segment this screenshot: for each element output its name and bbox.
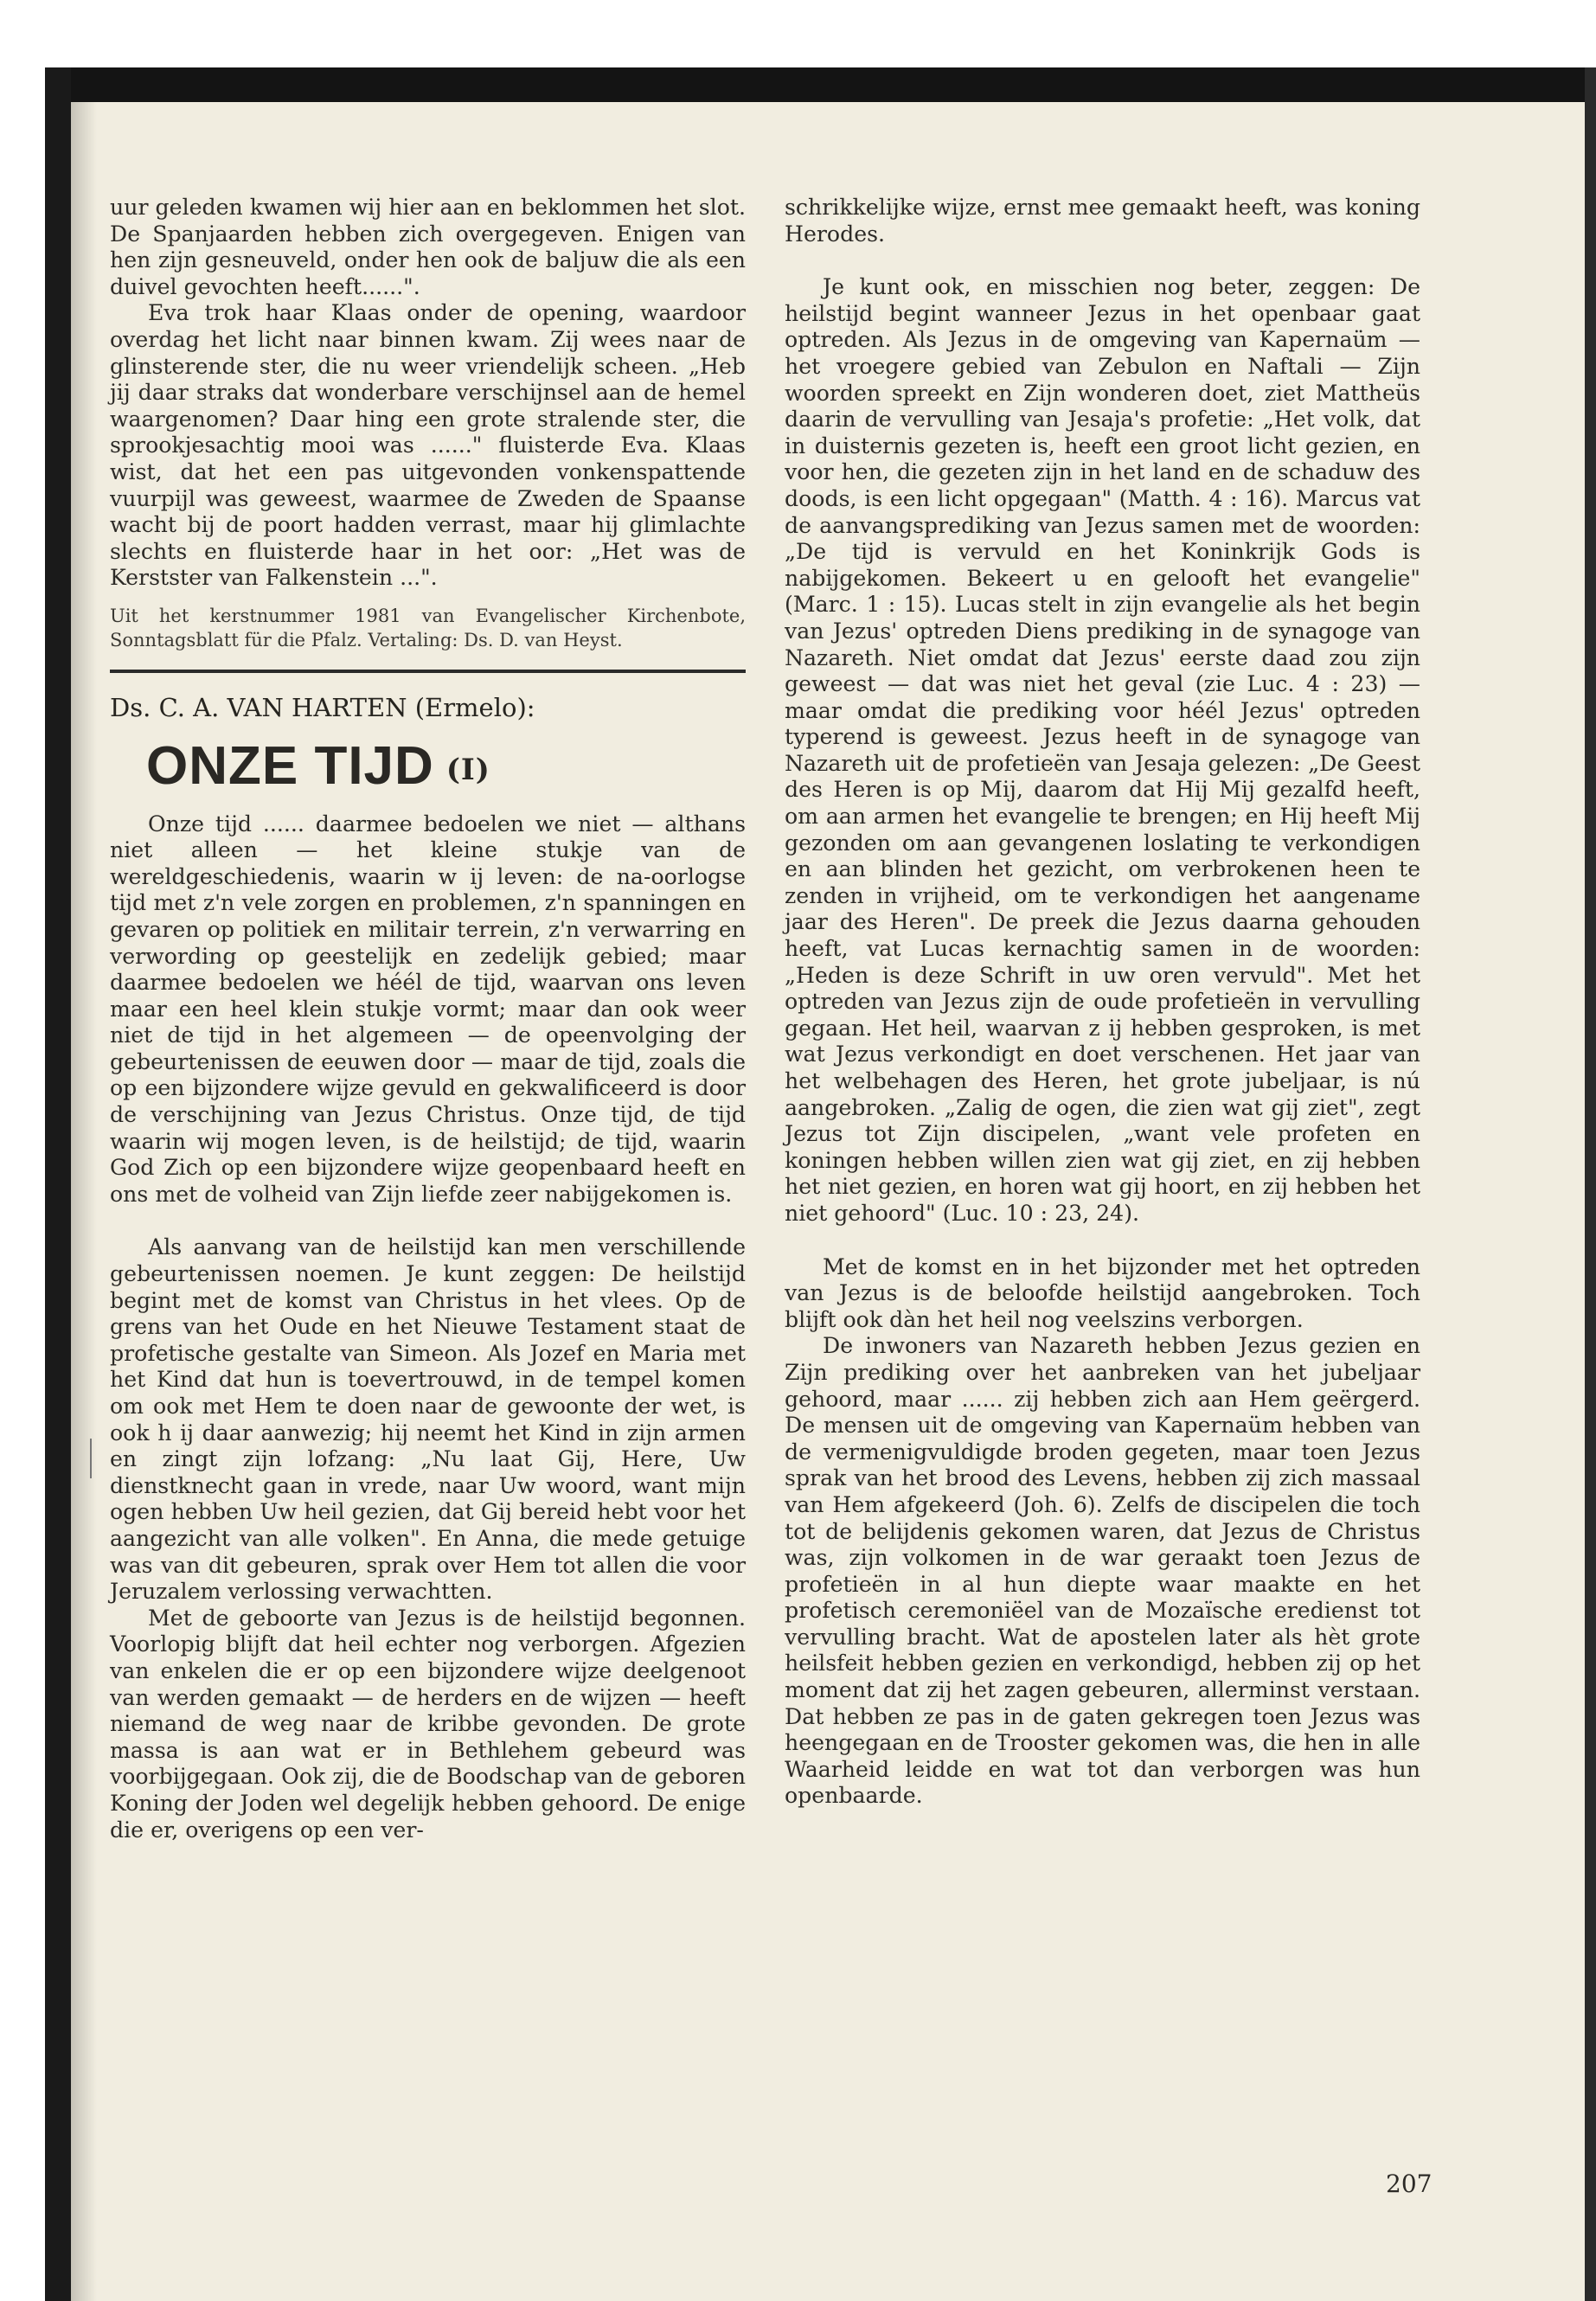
article-paragraph: De inwoners van Nazareth hebben Jezus gezien en Zijn prediking over het aanbreken van het jubeljaar gehoord, maar ...... zij hebben zich aan Hem geërgerd. De mensen uit de omgeving van Kapernaüm hebben van de vermenigvuldigde broden gegeten, maar toen Jezus sprak van het brood des Levens, hebben zij zich massaal van Hem afgekeerd (Joh. 6). Zelfs de discipelen die toch tot de belijdenis gekomen waren, dat Jezus de Christus was, zijn volkomen in de war geraakt toen Jezus de profetieën in al hun diepte waar maakte en het profetisch ceremoniëel van de Mozaïsche eredienst tot vervulling bracht. Wat de apostelen later als hèt grote heilsfeit hebben gezien en verkondigd, hebben zij op het moment dat zij het zagen gebeuren, allerminst verstaan. Dat hebben ze pas in de gaten gekregen toen Jezus was heengegaan en de Trooster gekomen was, die hen in alle Waarheid leidde en wat tot dan verborgen was hun openbaarde. xyxy=(785,1333,1420,1809)
magazine-page xyxy=(71,102,1585,2301)
article-paragraph: Onze tijd ...... daarmee bedoelen we niet — althans niet alleen — het kleine stukje van de wereldgeschiedenis, waarin w ij leven: de na-oorlogse tijd met z'n vele zorgen en problemen, z'n spanningen en gevaren op politiek en militair terrein, z'n verwarring en verwording op geestelijk en zedelijk gebied; maar daarmee bedoelen we héél de tijd, waarvan ons leven maar een heel klein stukje vormt; maar dan ook weer niet de tijd in het algemeen — de opeenvolging der gebeurtenissen de eeuwen door — maar de tijd, zoals die op een bijzondere wijze gevuld en gekwalificeerd is door de verschijning van Jezus Christus. Onze tijd, de tijd waarin wij mogen leven, is de heilstijd; de tijd, waarin God Zich op een bijzondere wijze geopenbaard heeft en ons met de volheid van Zijn liefde zeer nabijgekomen is. xyxy=(110,811,746,1207)
article-paragraph: Je kunt ook, en misschien nog beter, zeggen: De heilstijd begint wanneer Jezus in het openbaar gaat optreden. Als Jezus in de omgeving van Kapernaüm — het vroegere gebied van Zebulon en Naftali — Zijn woorden spreekt en Zijn wonderen doet, ziet Mattheüs daarin de vervulling van Jesaja's profetie: „Het volk, dat in duisternis gezeten is, heeft een groot licht gezien, en voor hen, die gezeten zijn in het land en de schaduw des doods, is een licht opgegaan" (Matth. 4 : 16). Marcus vat de aanvangsprediking van Jezus samen met de woorden: „De tijd is vervuld en het Koninkrijk Gods is nabijgekomen. Bekeert u en gelooft het evangelie" (Marc. 1 : 15). Lucas stelt in zijn evangelie als het begin van Jezus' optreden Diens prediking in de synagoge van Nazareth. Niet omdat dat Jezus' eerste daad zou zijn geweest — dat was niet het geval (zie Luc. 4 : 23) — maar omdat die prediking voor héél Jezus' optreden typerend is geweest. Jezus heeft in de synagoge van Nazareth uit de profetieën van Jesaja gelezen: „De Geest des Heren is op Mij, daarom dat Hij Mij gezalfd heeft, om aan armen het evangelie te brengen; en Hij heeft Mij gezonden om aan gevangenen loslating te verkondigen en aan blinden het gezicht, om verbrokenen heen te zenden in vrijheid, om te verkondigen het aangename jaar des Heren". De preek die Jezus daarna gehouden heeft, vat Lucas kernachtig samen in de woorden: „Heden is deze Schrift in uw oren vervuld". Met het optreden van Jezus zijn de oude profetieën in vervulling gegaan. Het heil, waarvan z ij hebben gesproken, is met wat Jezus verkondigt en doet verschenen. Het jaar van het welbehagen des Heren, het grote jubeljaar, is nú aangebroken. „Zalig de ogen, die zien wat gij ziet", zegt Jezus tot Zijn discipelen, „want vele profeten en koningen hebben willen zien wat gij ziet, en zij hebben het niet gezien, en horen wat gij hoort, en zij hebben het niet gehoord" (Luc. 10 : 23, 24). xyxy=(785,274,1420,1226)
scan-border-left xyxy=(45,67,71,2301)
article-title-text: ONZE TIJD xyxy=(146,735,434,796)
article-paragraph: Met de komst en in het bijzonder met het optreden van Jezus is de beloofde heilstijd aangebroken. Toch blijft ook dàn het heil nog veelszins verborgen. xyxy=(785,1253,1420,1332)
article-byline: Ds. C. A. VAN HARTEN (Ermelo): xyxy=(110,692,535,722)
article-part-number: (I) xyxy=(445,752,490,787)
page-number: 207 xyxy=(1386,2170,1433,2198)
article-paragraph: schrikkelijke wijze, ernst mee gemaakt heeft, was koning Herodes. xyxy=(785,195,1420,247)
source-credit: Uit het kerstnummer 1981 van Evangelischer Kirchenbote, Sonntagsblatt für die Pfalz. Vertaling: Ds. D. van Heyst. xyxy=(110,605,746,651)
right-column xyxy=(785,195,1420,1810)
scan-border-right xyxy=(1585,67,1596,2301)
article-title xyxy=(146,735,746,801)
article-paragraph: Met de geboorte van Jezus is de heilstijd begonnen. Voorlopig blijft dat heil echter nog verborgen. Afgezien van enkelen die er op een bijzondere wijze deelgenoot van werden gemaakt — de herders en de wijzen — heeft niemand de weg naar de kribbe gevonden. De grote massa is aan wat er in Bethlehem gebeurd was voorbijgegaan. Ook zij, die de Boodschap van de geboren Koning der Joden wel degelijk hebben gehoord. De enige die er, overigens op een ver- xyxy=(110,1605,746,1843)
binding-shadow xyxy=(71,102,97,2301)
section-divider xyxy=(110,670,746,673)
story-ending-paragraph: Eva trok haar Klaas onder de opening, waardoor overdag het licht naar binnen kwam. Zij wees naar de glinsterende ster, die nu weer vriendelijk scheen. „Heb jij daar straks dat wonderbare verschijnsel aan de hemel waargenomen? Daar hing een grote stralende ster, die sprookjesachtig mooi was ......" fluisterde Eva. Klaas wist, dat het een pas uitgevonden vonkenspattende vuurpijl was geweest, waarmee de Zweden de Spaanse wacht bij de poort hadden verrast, maar hij glimlachte slechts en fluisterde haar in het oor: „Het was de Kerstster van Falkenstein ...". xyxy=(110,300,746,591)
article-paragraph: Als aanvang van de heilstijd kan men verschillende gebeurtenissen noemen. Je kunt zeggen: De heilstijd begint met de komst van Christus in het vlees. Op de grens van het Oude en het Nieuwe Testament staat de profetische gestalte van Simeon. Als Jozef en Maria met het Kind dat hun is toevertrouwd, in de tempel komen om ook met Hem te doen naar de gewoonte der wet, is ook h ij daar aanwezig; hij neemt het Kind in zijn armen en zingt zijn lofzang: „Nu laat Gij, Here, Uw dienstknecht gaan in vrede, naar Uw woord, want mijn ogen hebben Uw heil gezien, dat Gij bereid hebt voor het aangezicht van alle volken". En Anna, die mede getuige was van dit gebeuren, sprak over Hem tot allen die voor Jeruzalem verlossing verwachtten. xyxy=(110,1234,746,1605)
scan-border-top xyxy=(45,67,1596,102)
story-ending-paragraph: uur geleden kwamen wij hier aan en beklommen het slot. De Spanjaarden hebben zich overgegeven. Enigen van hen zijn gesneuveld, onder hen ook de baljuw die als een duivel gevochten heeft......". xyxy=(110,195,746,299)
margin-pencil-mark xyxy=(90,1439,104,1478)
left-column xyxy=(110,195,746,1843)
